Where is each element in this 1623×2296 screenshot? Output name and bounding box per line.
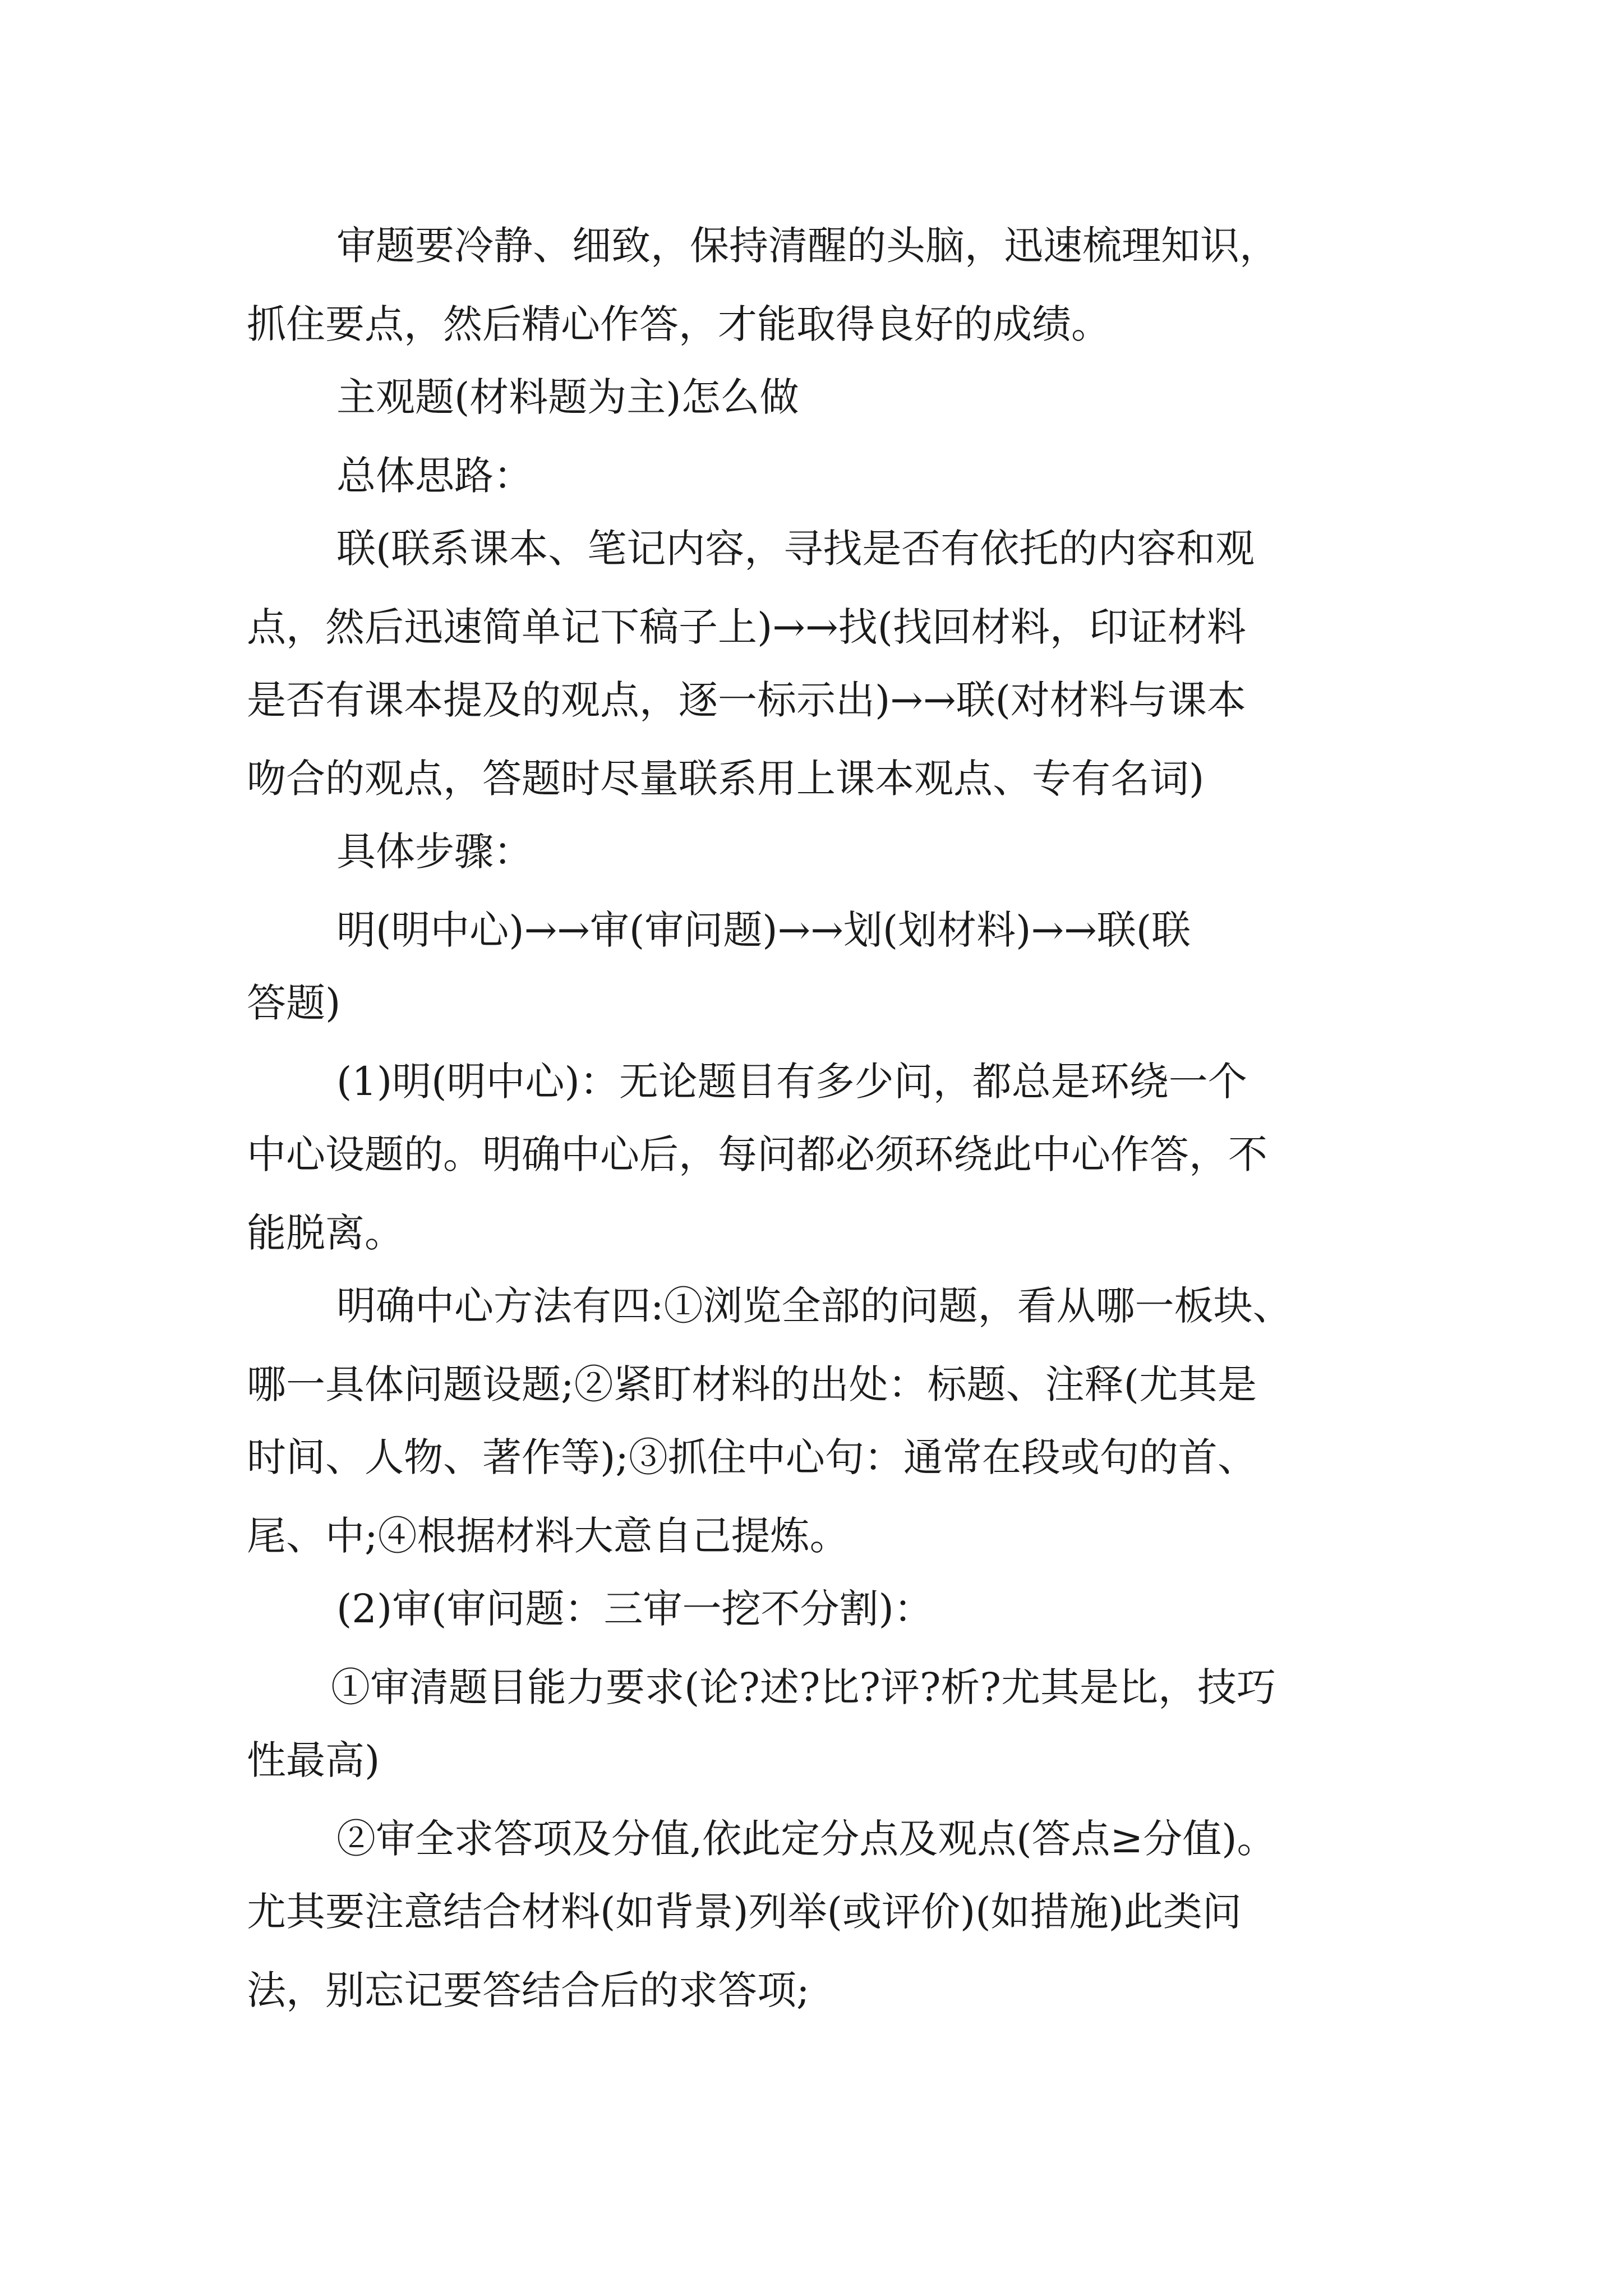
paragraph-line: 时间、人物、著作等);③抓住中心句：通常在段或句的首、	[247, 1434, 1257, 1480]
paragraph-line: 性最高)	[247, 1737, 380, 1783]
paragraph-line: 抓住要点，然后精心作答，才能取得良好的成绩。	[247, 301, 1110, 347]
paragraph-line: 能脱离。	[247, 1210, 404, 1256]
paragraph-line: 点，然后迅速简单记下稿子上)→→找(找回材料，印证材料	[247, 604, 1246, 650]
paragraph-line: 答题)	[247, 980, 341, 1026]
paragraph-line: 尤其要注意结合材料(如背景)列举(或评价)(如措施)此类问	[247, 1889, 1242, 1935]
paragraph-line: (2)审(审问题：三审一挖不分割)：	[336, 1586, 933, 1632]
paragraph-line: 法，别忘记要答结合后的求答项;	[247, 1967, 810, 2013]
section-heading: 主观题(材料题为主)怎么做	[336, 374, 799, 420]
subheading: 总体思路：	[336, 453, 533, 499]
subheading: 具体步骤：	[336, 829, 533, 875]
paragraph-line: 尾、中;④根据材料大意自己提炼。	[247, 1513, 849, 1559]
paragraph-line: 明(明中心)→→审(审问题)→→划(划材料)→→联(联	[336, 907, 1191, 953]
paragraph-line: 哪一具体问题设题;②紧盯材料的出处：标题、注释(尤其是	[247, 1361, 1257, 1407]
paragraph-line: 联(联系课本、笔记内容，寻找是否有依托的内容和观	[336, 526, 1255, 572]
paragraph-line: 中心设题的。明确中心后，每问都必须环绕此中心作答，不	[247, 1131, 1267, 1177]
paragraph-line: 是否有课本提及的观点，逐一标示出)→→联(对材料与课本	[247, 677, 1246, 723]
paragraph-line: ②审全求答项及分值,依此定分点及观点(答点≥分值)。	[336, 1816, 1276, 1862]
paragraph-line: 吻合的观点，答题时尽量联系用上课本观点、专有名词)	[247, 756, 1205, 802]
paragraph-line: 明确中心方法有四:①浏览全部的问题，看从哪一板块、	[336, 1283, 1292, 1329]
paragraph-line: (1)明(明中心)：无论题目有多少问，都总是环绕一个	[336, 1059, 1247, 1105]
paragraph-line: 审题要冷静、细致，保持清醒的头脑，迅速梳理知识，	[336, 223, 1279, 269]
paragraph-line: ①审清题目能力要求(论?述?比?评?析?尤其是比，技巧	[331, 1664, 1276, 1710]
